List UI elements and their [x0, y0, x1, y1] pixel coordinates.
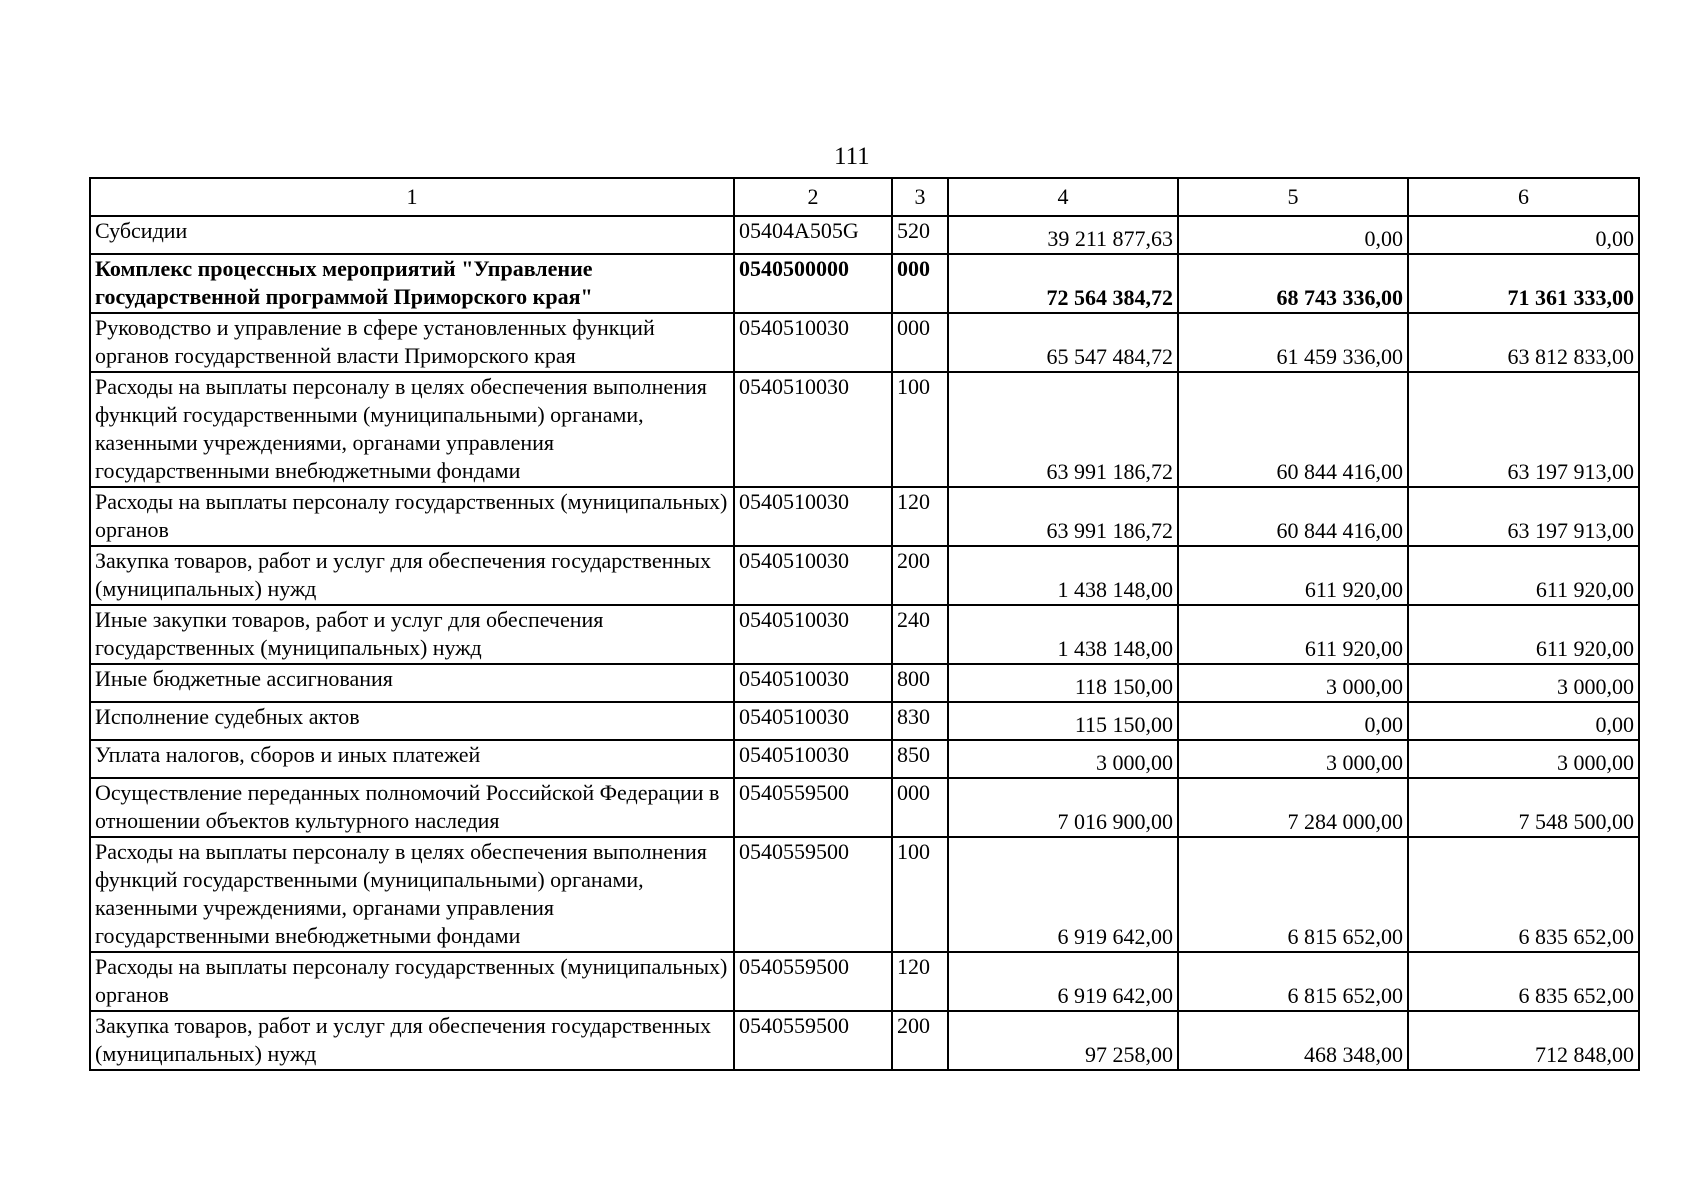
row-name-cell: Осуществление переданных полномочий Российской Федерации в отношении объектов культурного наследия: [90, 778, 734, 837]
row-expense-type-cell: 000: [892, 254, 948, 313]
column-header-6: 6: [1408, 178, 1639, 216]
row-expense-type-cell: 100: [892, 372, 948, 487]
column-header-5: 5: [1178, 178, 1408, 216]
row-expense-type-cell: 000: [892, 313, 948, 372]
row-value-col6-cell: 71 361 333,00: [1408, 254, 1639, 313]
table-row: [90, 216, 1639, 254]
row-value-col6-cell: 7 548 500,00: [1408, 778, 1639, 837]
column-header-1: 1: [90, 178, 734, 216]
column-header-2: 2: [734, 178, 892, 216]
row-value-col4-cell: 6 919 642,00: [948, 952, 1178, 1011]
row-value-col5-cell: 68 743 336,00: [1178, 254, 1408, 313]
row-value-col4-cell: 72 564 384,72: [948, 254, 1178, 313]
row-code-cell: 0540510030: [734, 664, 892, 702]
row-code-cell: 0540500000: [734, 254, 892, 313]
row-value-col4-cell: 115 150,00: [948, 702, 1178, 740]
row-expense-type-cell: 200: [892, 1011, 948, 1070]
row-name-cell: Комплекс процессных мероприятий "Управление государственной программой Приморского края": [90, 254, 734, 313]
row-name-cell: Расходы на выплаты персоналу государственных (муниципальных) органов: [90, 487, 734, 546]
row-name-cell: Иные закупки товаров, работ и услуг для обеспечения государственных (муниципальных) нужд: [90, 605, 734, 664]
row-value-col5-cell: 3 000,00: [1178, 664, 1408, 702]
row-expense-type-cell: 120: [892, 487, 948, 546]
row-value-col4-cell: 63 991 186,72: [948, 487, 1178, 546]
row-code-cell: 0540559500: [734, 1011, 892, 1070]
row-expense-type-cell: 830: [892, 702, 948, 740]
row-value-col6-cell: 712 848,00: [1408, 1011, 1639, 1070]
row-value-col6-cell: 3 000,00: [1408, 740, 1639, 778]
row-value-col6-cell: 63 812 833,00: [1408, 313, 1639, 372]
row-value-col5-cell: 6 815 652,00: [1178, 837, 1408, 952]
row-value-col6-cell: 63 197 913,00: [1408, 487, 1639, 546]
row-value-col5-cell: 468 348,00: [1178, 1011, 1408, 1070]
row-expense-type-cell: 000: [892, 778, 948, 837]
column-number-header-row: [90, 178, 1639, 216]
table-row: [90, 664, 1639, 702]
table-row: [90, 952, 1639, 1011]
row-value-col5-cell: 60 844 416,00: [1178, 372, 1408, 487]
row-value-col5-cell: 61 459 336,00: [1178, 313, 1408, 372]
row-value-col6-cell: 6 835 652,00: [1408, 952, 1639, 1011]
table-row: [90, 313, 1639, 372]
row-value-col5-cell: 611 920,00: [1178, 546, 1408, 605]
row-expense-type-cell: 200: [892, 546, 948, 605]
table-row: [90, 487, 1639, 546]
row-expense-type-cell: 120: [892, 952, 948, 1011]
row-value-col6-cell: 0,00: [1408, 702, 1639, 740]
row-code-cell: 0540559500: [734, 778, 892, 837]
row-code-cell: 0540510030: [734, 372, 892, 487]
row-expense-type-cell: 800: [892, 664, 948, 702]
row-code-cell: 05404A505G: [734, 216, 892, 254]
table-row: [90, 254, 1639, 313]
row-value-col5-cell: 0,00: [1178, 216, 1408, 254]
row-expense-type-cell: 850: [892, 740, 948, 778]
row-value-col4-cell: 97 258,00: [948, 1011, 1178, 1070]
row-value-col5-cell: 60 844 416,00: [1178, 487, 1408, 546]
row-code-cell: 0540510030: [734, 702, 892, 740]
row-code-cell: 0540510030: [734, 605, 892, 664]
row-name-cell: Расходы на выплаты персоналу государственных (муниципальных) органов: [90, 952, 734, 1011]
row-value-col4-cell: 1 438 148,00: [948, 546, 1178, 605]
row-value-col4-cell: 118 150,00: [948, 664, 1178, 702]
column-header-4: 4: [948, 178, 1178, 216]
column-header-3: 3: [892, 178, 948, 216]
table-row: [90, 605, 1639, 664]
row-value-col6-cell: 611 920,00: [1408, 605, 1639, 664]
table-row: [90, 837, 1639, 952]
row-value-col6-cell: 0,00: [1408, 216, 1639, 254]
row-name-cell: Закупка товаров, работ и услуг для обеспечения государственных (муниципальных) нужд: [90, 1011, 734, 1070]
budget-table: [89, 177, 1640, 1071]
row-name-cell: Исполнение судебных актов: [90, 702, 734, 740]
row-expense-type-cell: 240: [892, 605, 948, 664]
row-code-cell: 0540559500: [734, 952, 892, 1011]
row-value-col6-cell: 6 835 652,00: [1408, 837, 1639, 952]
row-value-col5-cell: 0,00: [1178, 702, 1408, 740]
row-value-col4-cell: 63 991 186,72: [948, 372, 1178, 487]
row-name-cell: Субсидии: [90, 216, 734, 254]
row-name-cell: Уплата налогов, сборов и иных платежей: [90, 740, 734, 778]
row-code-cell: 0540510030: [734, 487, 892, 546]
row-expense-type-cell: 100: [892, 837, 948, 952]
row-value-col4-cell: 3 000,00: [948, 740, 1178, 778]
table-row: [90, 372, 1639, 487]
row-value-col4-cell: 39 211 877,63: [948, 216, 1178, 254]
row-name-cell: Иные бюджетные ассигнования: [90, 664, 734, 702]
row-value-col5-cell: 3 000,00: [1178, 740, 1408, 778]
table-row: [90, 702, 1639, 740]
row-name-cell: Руководство и управление в сфере установленных функций органов государственной власти Приморского края: [90, 313, 734, 372]
table-row: [90, 546, 1639, 605]
row-value-col6-cell: 611 920,00: [1408, 546, 1639, 605]
row-value-col5-cell: 7 284 000,00: [1178, 778, 1408, 837]
row-code-cell: 0540559500: [734, 837, 892, 952]
row-expense-type-cell: 520: [892, 216, 948, 254]
row-value-col4-cell: 65 547 484,72: [948, 313, 1178, 372]
row-value-col5-cell: 611 920,00: [1178, 605, 1408, 664]
row-name-cell: Расходы на выплаты персоналу в целях обеспечения выполнения функций государственными (муниципальными) органами, казенными учреждениями, органами управления государственными внебюджетными фондами: [90, 372, 734, 487]
row-code-cell: 0540510030: [734, 313, 892, 372]
table-row: [90, 740, 1639, 778]
row-value-col4-cell: 6 919 642,00: [948, 837, 1178, 952]
row-value-col5-cell: 6 815 652,00: [1178, 952, 1408, 1011]
page-number: 111: [834, 143, 870, 170]
row-value-col4-cell: 1 438 148,00: [948, 605, 1178, 664]
table-row: [90, 778, 1639, 837]
row-name-cell: Закупка товаров, работ и услуг для обеспечения государственных (муниципальных) нужд: [90, 546, 734, 605]
row-value-col4-cell: 7 016 900,00: [948, 778, 1178, 837]
row-name-cell: Расходы на выплаты персоналу в целях обеспечения выполнения функций государственными (муниципальными) органами, казенными учреждениями, органами управления государственными внебюджетными фондами: [90, 837, 734, 952]
row-code-cell: 0540510030: [734, 740, 892, 778]
row-code-cell: 0540510030: [734, 546, 892, 605]
table-row: [90, 1011, 1639, 1070]
row-value-col6-cell: 63 197 913,00: [1408, 372, 1639, 487]
row-value-col6-cell: 3 000,00: [1408, 664, 1639, 702]
